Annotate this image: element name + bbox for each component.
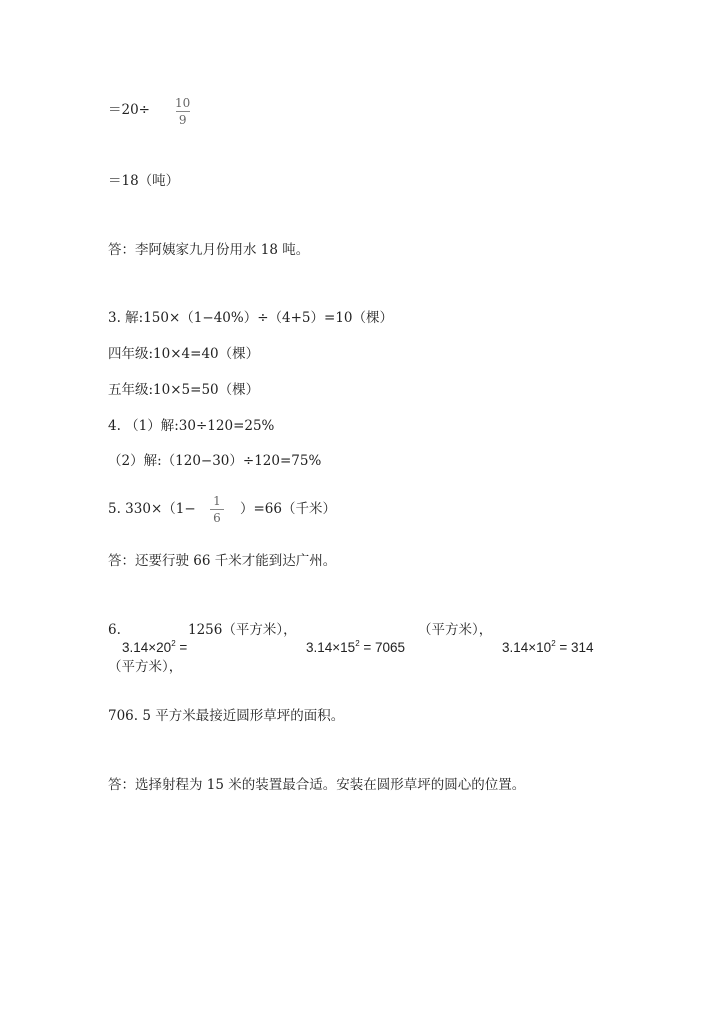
problem-3-solution: 3. 解:150×（1−40%）÷（4+5）=10（棵） xyxy=(108,310,393,326)
problem-6-label: 6. xyxy=(108,622,121,638)
area-unit-2: （平方米）， xyxy=(418,622,493,638)
formula-exponent: 2 xyxy=(551,639,556,648)
area-result-1: 1256（平方米）， xyxy=(188,622,297,638)
formula-radius-10 xyxy=(502,639,594,655)
fraction-denominator: 6 xyxy=(213,511,221,525)
formula-radius-20 xyxy=(122,639,187,655)
area-unit-3: （平方米）， xyxy=(108,659,183,675)
formula-tail: = 7065 xyxy=(359,640,406,655)
fraction-bar xyxy=(176,111,190,112)
formula-base: 3.14×15 xyxy=(306,640,356,655)
fraction-one-sixth xyxy=(210,494,224,525)
formula-radius-15 xyxy=(306,639,405,655)
answer-6: 答：选择射程为 15 米的装置最合适。安装在圆形草坪的圆心的位置。 xyxy=(108,777,526,793)
grade-five-line: 五年级:10×5=50（棵） xyxy=(108,382,260,398)
formula-exponent: 2 xyxy=(355,639,360,648)
fraction-ten-ninths xyxy=(175,96,190,127)
problem-5-end: ）=66（千米） xyxy=(240,501,336,517)
formula-tail: = xyxy=(175,640,188,655)
problem-4-part-1: 4. （1）解:30÷120=25% xyxy=(108,418,275,434)
formula-tail: = 314 xyxy=(555,640,594,655)
problem-4-part-2: （2）解:（120−30）÷120=75% xyxy=(108,453,322,469)
fraction-bar xyxy=(210,509,224,510)
step-divide: ＝20÷ xyxy=(108,102,150,118)
answer-5: 答：还要行驶 66 千米才能到达广州。 xyxy=(108,553,337,569)
grade-four-line: 四年级:10×4=40（棵） xyxy=(108,346,260,362)
formula-base: 3.14×10 xyxy=(502,640,552,655)
fraction-denominator: 9 xyxy=(178,113,187,127)
step-result: ＝18（吨） xyxy=(108,173,180,189)
problem-5-start: 5. 330×（1− xyxy=(108,501,196,517)
answer-2: 答：李阿姨家九月份用水 18 吨。 xyxy=(108,242,310,258)
fraction-numerator: 10 xyxy=(175,96,191,110)
closest-area-statement: 706. 5 平方米最接近圆形草坪的面积。 xyxy=(108,708,345,724)
fraction-numerator: 1 xyxy=(213,494,221,508)
formula-exponent: 2 xyxy=(171,639,176,648)
formula-base: 3.14×20 xyxy=(122,640,172,655)
